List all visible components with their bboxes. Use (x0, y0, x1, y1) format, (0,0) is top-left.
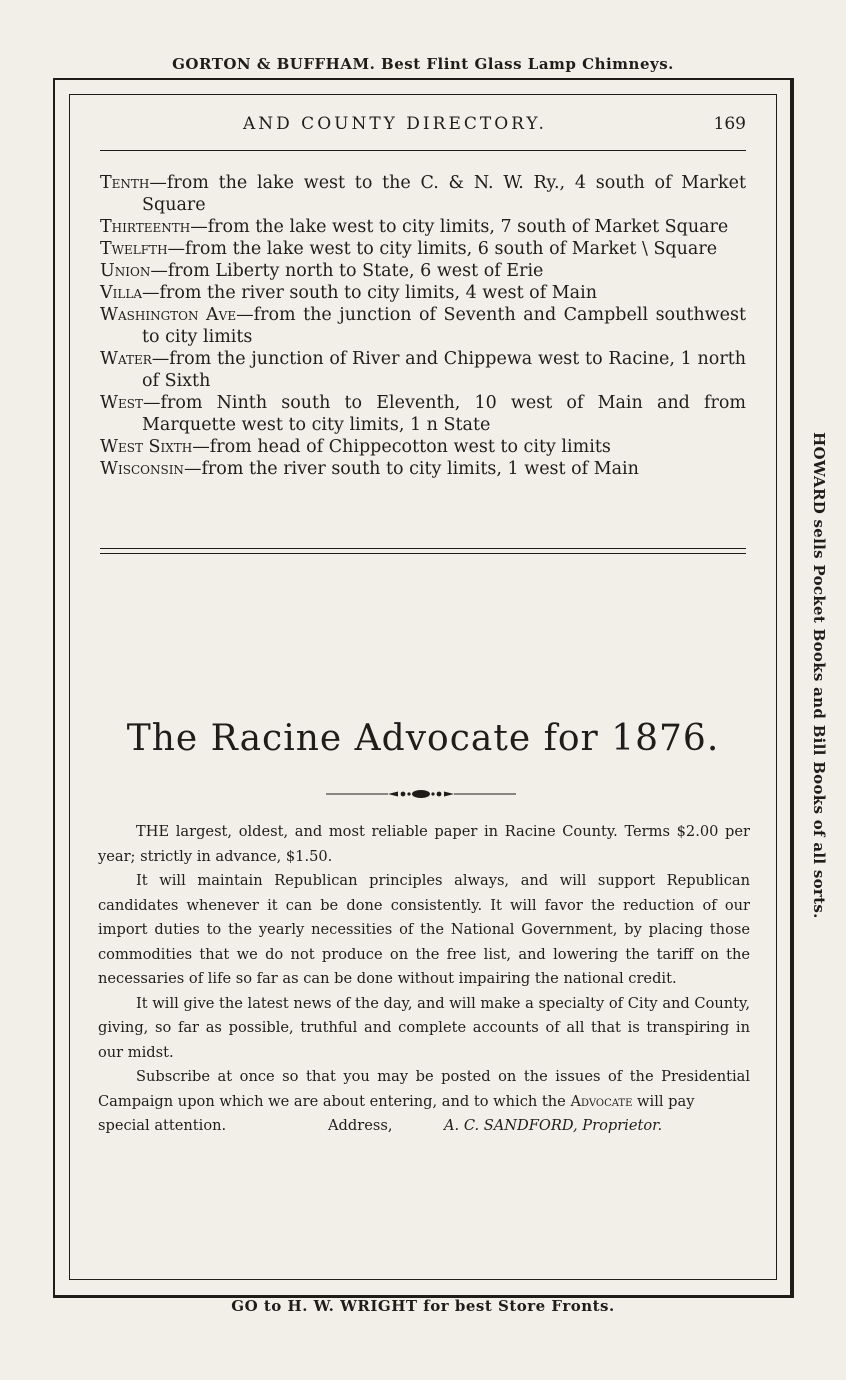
address-line (98, 1114, 750, 1138)
closing-text: special attention. (98, 1117, 227, 1134)
street-name: Tenth (100, 173, 150, 193)
side-banner-text: HOWARD sells Pocket Books and Bill Books of all sorts. (810, 432, 828, 919)
street-entry (100, 436, 746, 458)
street-description: —from the junction of Seventh and Campbell southwest to city limits (142, 305, 747, 347)
ornament-divider (326, 788, 516, 800)
street-entry (100, 238, 746, 260)
street-entry (100, 348, 746, 392)
subscribe-text: Subscribe at once so that you may be posted on the issues of the Presidential Campaign upon which we are about entering, and to which the (98, 1068, 750, 1110)
street-directory (100, 172, 746, 480)
street-entry (100, 216, 746, 238)
street-name: West Sixth (100, 437, 193, 457)
subscribe-text-end: will pay (637, 1092, 695, 1110)
street-name: Twelfth (100, 239, 168, 259)
advert-paragraph: THE largest, oldest, and most reliable paper in Racine County. Terms $2.00 per year; strictly in advance, $1.50. (98, 823, 750, 865)
street-name: Thirteenth (100, 217, 191, 237)
street-entry (100, 392, 746, 436)
running-head (100, 114, 746, 138)
advocate-name: Advocate (570, 1092, 633, 1110)
street-name: Union (100, 261, 151, 281)
street-description: —from the junction of River and Chippewa west to Racine, 1 north of Sixth (142, 349, 746, 391)
advert-paragraph: It will give the latest news of the day, and will make a specialty of City and County, giving, so far as possible, truthful and complete accounts of all that is transpiring in our midst. (98, 994, 750, 1061)
section-double-rule (100, 548, 746, 554)
header-rule (100, 150, 746, 151)
running-title: AND COUNTY DIRECTORY. (243, 114, 547, 134)
address-label: Address, (328, 1117, 393, 1134)
advert-body (98, 820, 750, 1138)
street-entry (100, 260, 746, 282)
street-entry (100, 458, 746, 480)
street-description: —from the lake west to city limits, 6 south of Market \ Square (167, 239, 718, 259)
street-description: —from Ninth south to Eleventh, 10 west of Main and from Marquette west to city limits, 1 n State (142, 393, 746, 435)
street-description: —from the lake west to the C. & N. W. Ry., 4 south of Market Square (142, 173, 746, 215)
top-banner: GORTON & BUFFHAM. Best Flint Glass Lamp Chimneys. (172, 55, 674, 73)
page-number: 169 (713, 114, 746, 134)
advert-paragraph (98, 1065, 750, 1114)
advert-title: The Racine Advocate for 1876. (126, 718, 720, 759)
proprietor-name: A. C. SANDFORD, Proprietor. (444, 1117, 663, 1134)
street-description: —from Liberty north to State, 6 west of Erie (150, 261, 544, 281)
bottom-banner: GO to H. W. WRIGHT for best Store Fronts. (231, 1297, 615, 1315)
advert-paragraph: It will maintain Republican principles always, and will support Republican candidates whenever it can be done consistently. It will favor the reduction of our import duties to the yearly necessities of the National Government, by placing those commodities that we do not produce on the free list, and lowering the tariff on the necessaries of life so far as can be done without impairing the national credit. (98, 872, 750, 987)
street-name: Water (100, 349, 152, 369)
street-entry (100, 304, 746, 348)
street-name: Washington Ave (100, 305, 237, 325)
street-description: —from head of Chippecotton west to city limits (192, 437, 611, 457)
street-entry (100, 282, 746, 304)
street-name: Wisconsin (100, 459, 184, 479)
side-banner (808, 432, 828, 952)
street-entry (100, 172, 746, 216)
street-description: —from the lake west to city limits, 7 south of Market Square (190, 217, 729, 237)
street-description: —from the river south to city limits, 1 west of Main (183, 459, 639, 479)
street-name: Villa (100, 283, 142, 303)
street-name: West (100, 393, 143, 413)
street-description: —from the river south to city limits, 4 west of Main (141, 283, 597, 303)
